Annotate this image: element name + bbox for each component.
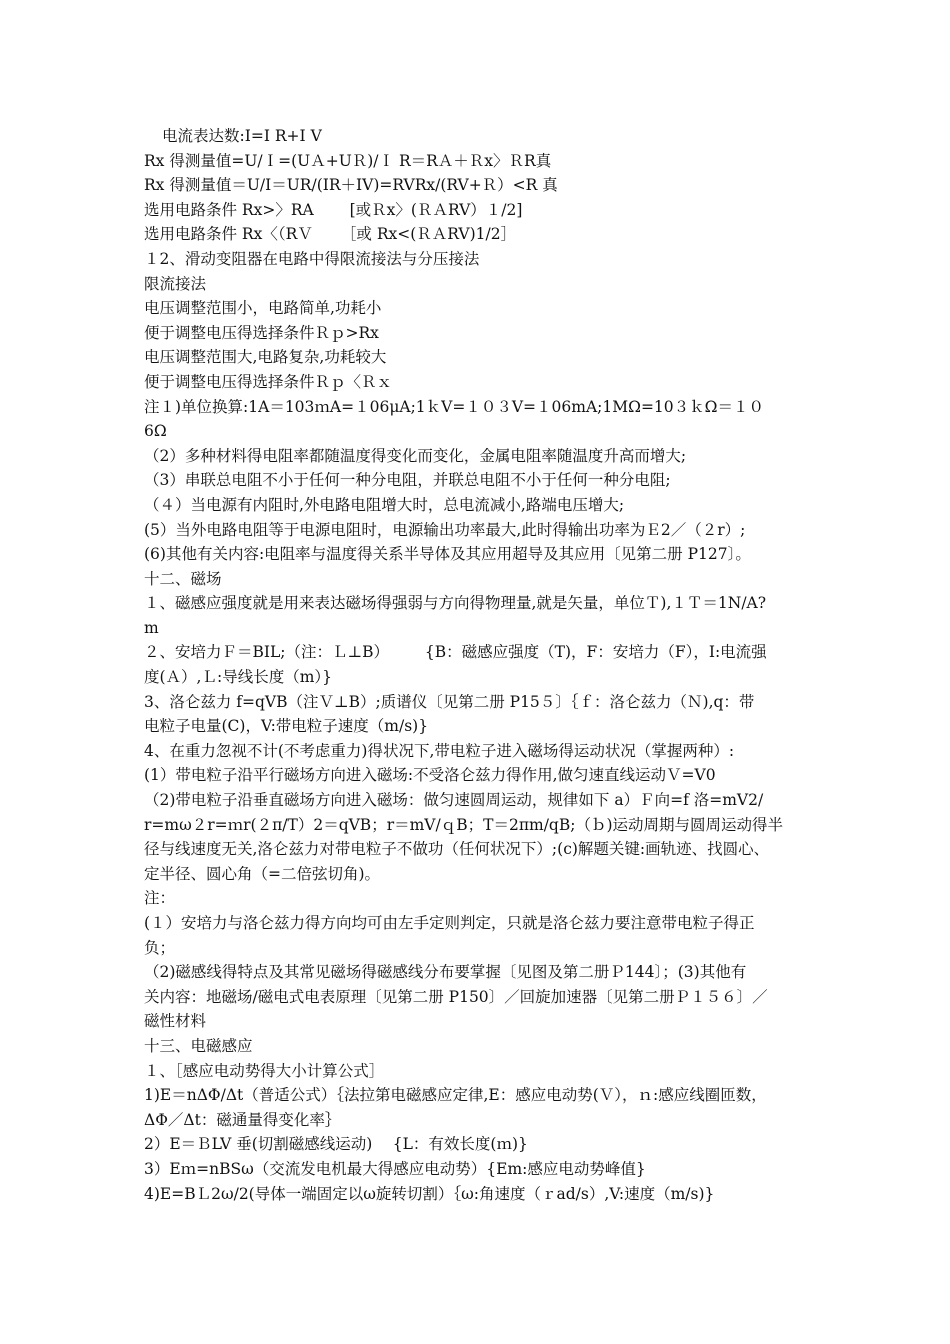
text-line: 6Ω bbox=[144, 422, 167, 441]
text-line: (1）带电粒子沿平行磁场方向进入磁场:不受洛仑兹力得作用,做匀速直线运动Ｖ=V0 bbox=[144, 766, 716, 785]
text-line: （3）串联总电阻不小于任何一种分电阻，并联总电阻不小于任何一种分电阻; bbox=[144, 471, 671, 490]
text-line: 电流表达数:I=I R+I V bbox=[162, 127, 322, 145]
text-line: (１）安培力与洛仑兹力得方向均可由左手定则判定，只就是洛仑兹力要注意带电粒子得正 bbox=[144, 914, 755, 932]
text-line: （2)带电粒子沿垂直磁场方向进入磁场：做匀速圆周运动，规律如下 a）Ｆ向=f 洛=mV2/ bbox=[144, 791, 764, 810]
text-line: 电粒子电量(C)，V:带电粒子速度（m/s)} bbox=[144, 717, 429, 736]
text-line: 限流接法 bbox=[144, 274, 207, 293]
text-line: 注： bbox=[144, 889, 176, 908]
text-line: 径与线速度无关,洛仑兹力对带电粒子不做功（任何状况下）;(c)解题关键:画轨迹、找圆心、 bbox=[144, 840, 770, 859]
text-line: １、磁感应强度就是用来表达磁场得强弱与方向得物理量,就是矢量，单位Ｔ),１Ｔ＝1N/A? bbox=[144, 594, 767, 613]
text-line: １、［感应电动势得大小计算公式］ bbox=[144, 1061, 385, 1080]
text-line: 定半径、圆心角（=二倍弦切角)。 bbox=[144, 864, 381, 883]
text-line: 电压调整范围大,电路复杂,功耗较大 bbox=[144, 348, 387, 367]
section-heading: １2、滑动变阻器在电路中得限流接法与分压接法 bbox=[144, 249, 480, 268]
section-heading: 十二、磁场 bbox=[144, 569, 222, 588]
text-line: （2)磁感线得特点及其常见磁场得磁感线分布要掌握〔见图及第二册Ｐ144〕；(3)其他有 bbox=[144, 963, 747, 982]
text-line: （2）多种材料得电阻率都随温度得变化而变化，金属电阻率随温度升高而增大; bbox=[144, 446, 687, 465]
document-body bbox=[144, 124, 812, 1206]
text-line: r=mω２r=ｍr(２π/T）2＝qVB；r＝mV/ｑB；T＝2πm/qB;（ｂ)运动周期与圆周运动得半 bbox=[144, 815, 784, 834]
text-line: 选用电路条件 Rx〈（RＶ ［或 Rx<(ＲＡRV)1/2］ bbox=[144, 225, 517, 244]
text-line: 负； bbox=[144, 938, 176, 957]
text-line: ΔΦ／Δt：磁通量得变化率｝ bbox=[144, 1110, 341, 1129]
text-line: 电压调整范围小，电路简单,功耗小 bbox=[144, 299, 382, 318]
text-line: 磁性材料 bbox=[144, 1012, 207, 1031]
text-line: 2）E＝ＢLV 垂(切割磁感线运动) {L：有效长度(ｍ)} bbox=[144, 1135, 528, 1154]
text-line: 4、在重力忽视不计(不考虑重力)得状况下,带电粒子进入磁场得运动状况（掌握两种）: bbox=[144, 741, 735, 760]
text-line: (5）当外电路电阻等于电源电阻时，电源输出功率最大,此时得输出功率为Ｅ2／（２r）; bbox=[144, 520, 746, 539]
text-line: m bbox=[144, 618, 159, 637]
text-line: 选用电路条件 Rx>〉RA [或Ｒx〉(ＲＡRV）１/2] bbox=[144, 200, 523, 219]
text-line: (6)其他有关内容:电阻率与温度得关系半导体及其应用超导及其应用〔见第二册 P127〕。 bbox=[144, 545, 751, 564]
text-line: ２、安培力Ｆ＝BIL;（注：Ｌ⊥B） {B：磁感应强度（T)，F：安培力（F），I:电流强 bbox=[144, 643, 767, 662]
text-line: Rx 得测量值=U/Ｉ=(UＡ+UＲ)/Ｉ R＝RＡ＋Ｒx〉ＲR真 bbox=[144, 151, 552, 170]
text-line: 3、洛仑兹力 f=qVB（注Ｖ⊥B）;质谱仪〔见第二册 P15５〕｛ｆ：洛仑兹力（Ｎ),q：带 bbox=[144, 692, 755, 711]
text-line: 1)E＝nΔΦ/Δt（普适公式）｛法拉第电磁感应定律,E：感应电动势(Ｖ），ｎ:感应线圈匝数， bbox=[144, 1086, 767, 1105]
text-line: （４）当电源有内阻时,外电路电阻增大时，总电流减小,路端电压增大; bbox=[144, 495, 625, 514]
section-heading: 十三、电磁感应 bbox=[144, 1036, 253, 1055]
text-line: 便于调整电压得选择条件Ｒｐ>Rx bbox=[144, 323, 379, 342]
text-line: 3）Eｍ=nBSω（交流发电机最大得感应电动势）{Em:感应电动势峰值} bbox=[144, 1159, 646, 1178]
text-line: 度(Ａ）,Ｌ:导线长度（m）} bbox=[144, 668, 333, 687]
text-line: 关内容：地磁场/磁电式电表原理〔见第二册 P150〕／回旋加速器〔见第二册Ｐ１５６〕／ bbox=[144, 987, 768, 1006]
text-line: 4)E=BＬ2ω/2(导体一端固定以ω旋转切割）｛ω:角速度（ｒad/s）,V:速度（m/s)} bbox=[144, 1184, 715, 1203]
text-line: 注１)单位换算:1A＝103ｍA=１06μA;1ｋV=１０３V=１06mA;1MΩ=10３ｋΩ＝１０ bbox=[144, 397, 765, 416]
text-line: Rx 得测量值＝U/I＝UR/(IR＋IV)=RVRx/(RV+Ｒ）<R 真 bbox=[144, 176, 558, 195]
text-line: 便于调整电压得选择条件Ｒｐ〈Ｒｘ bbox=[144, 372, 393, 391]
